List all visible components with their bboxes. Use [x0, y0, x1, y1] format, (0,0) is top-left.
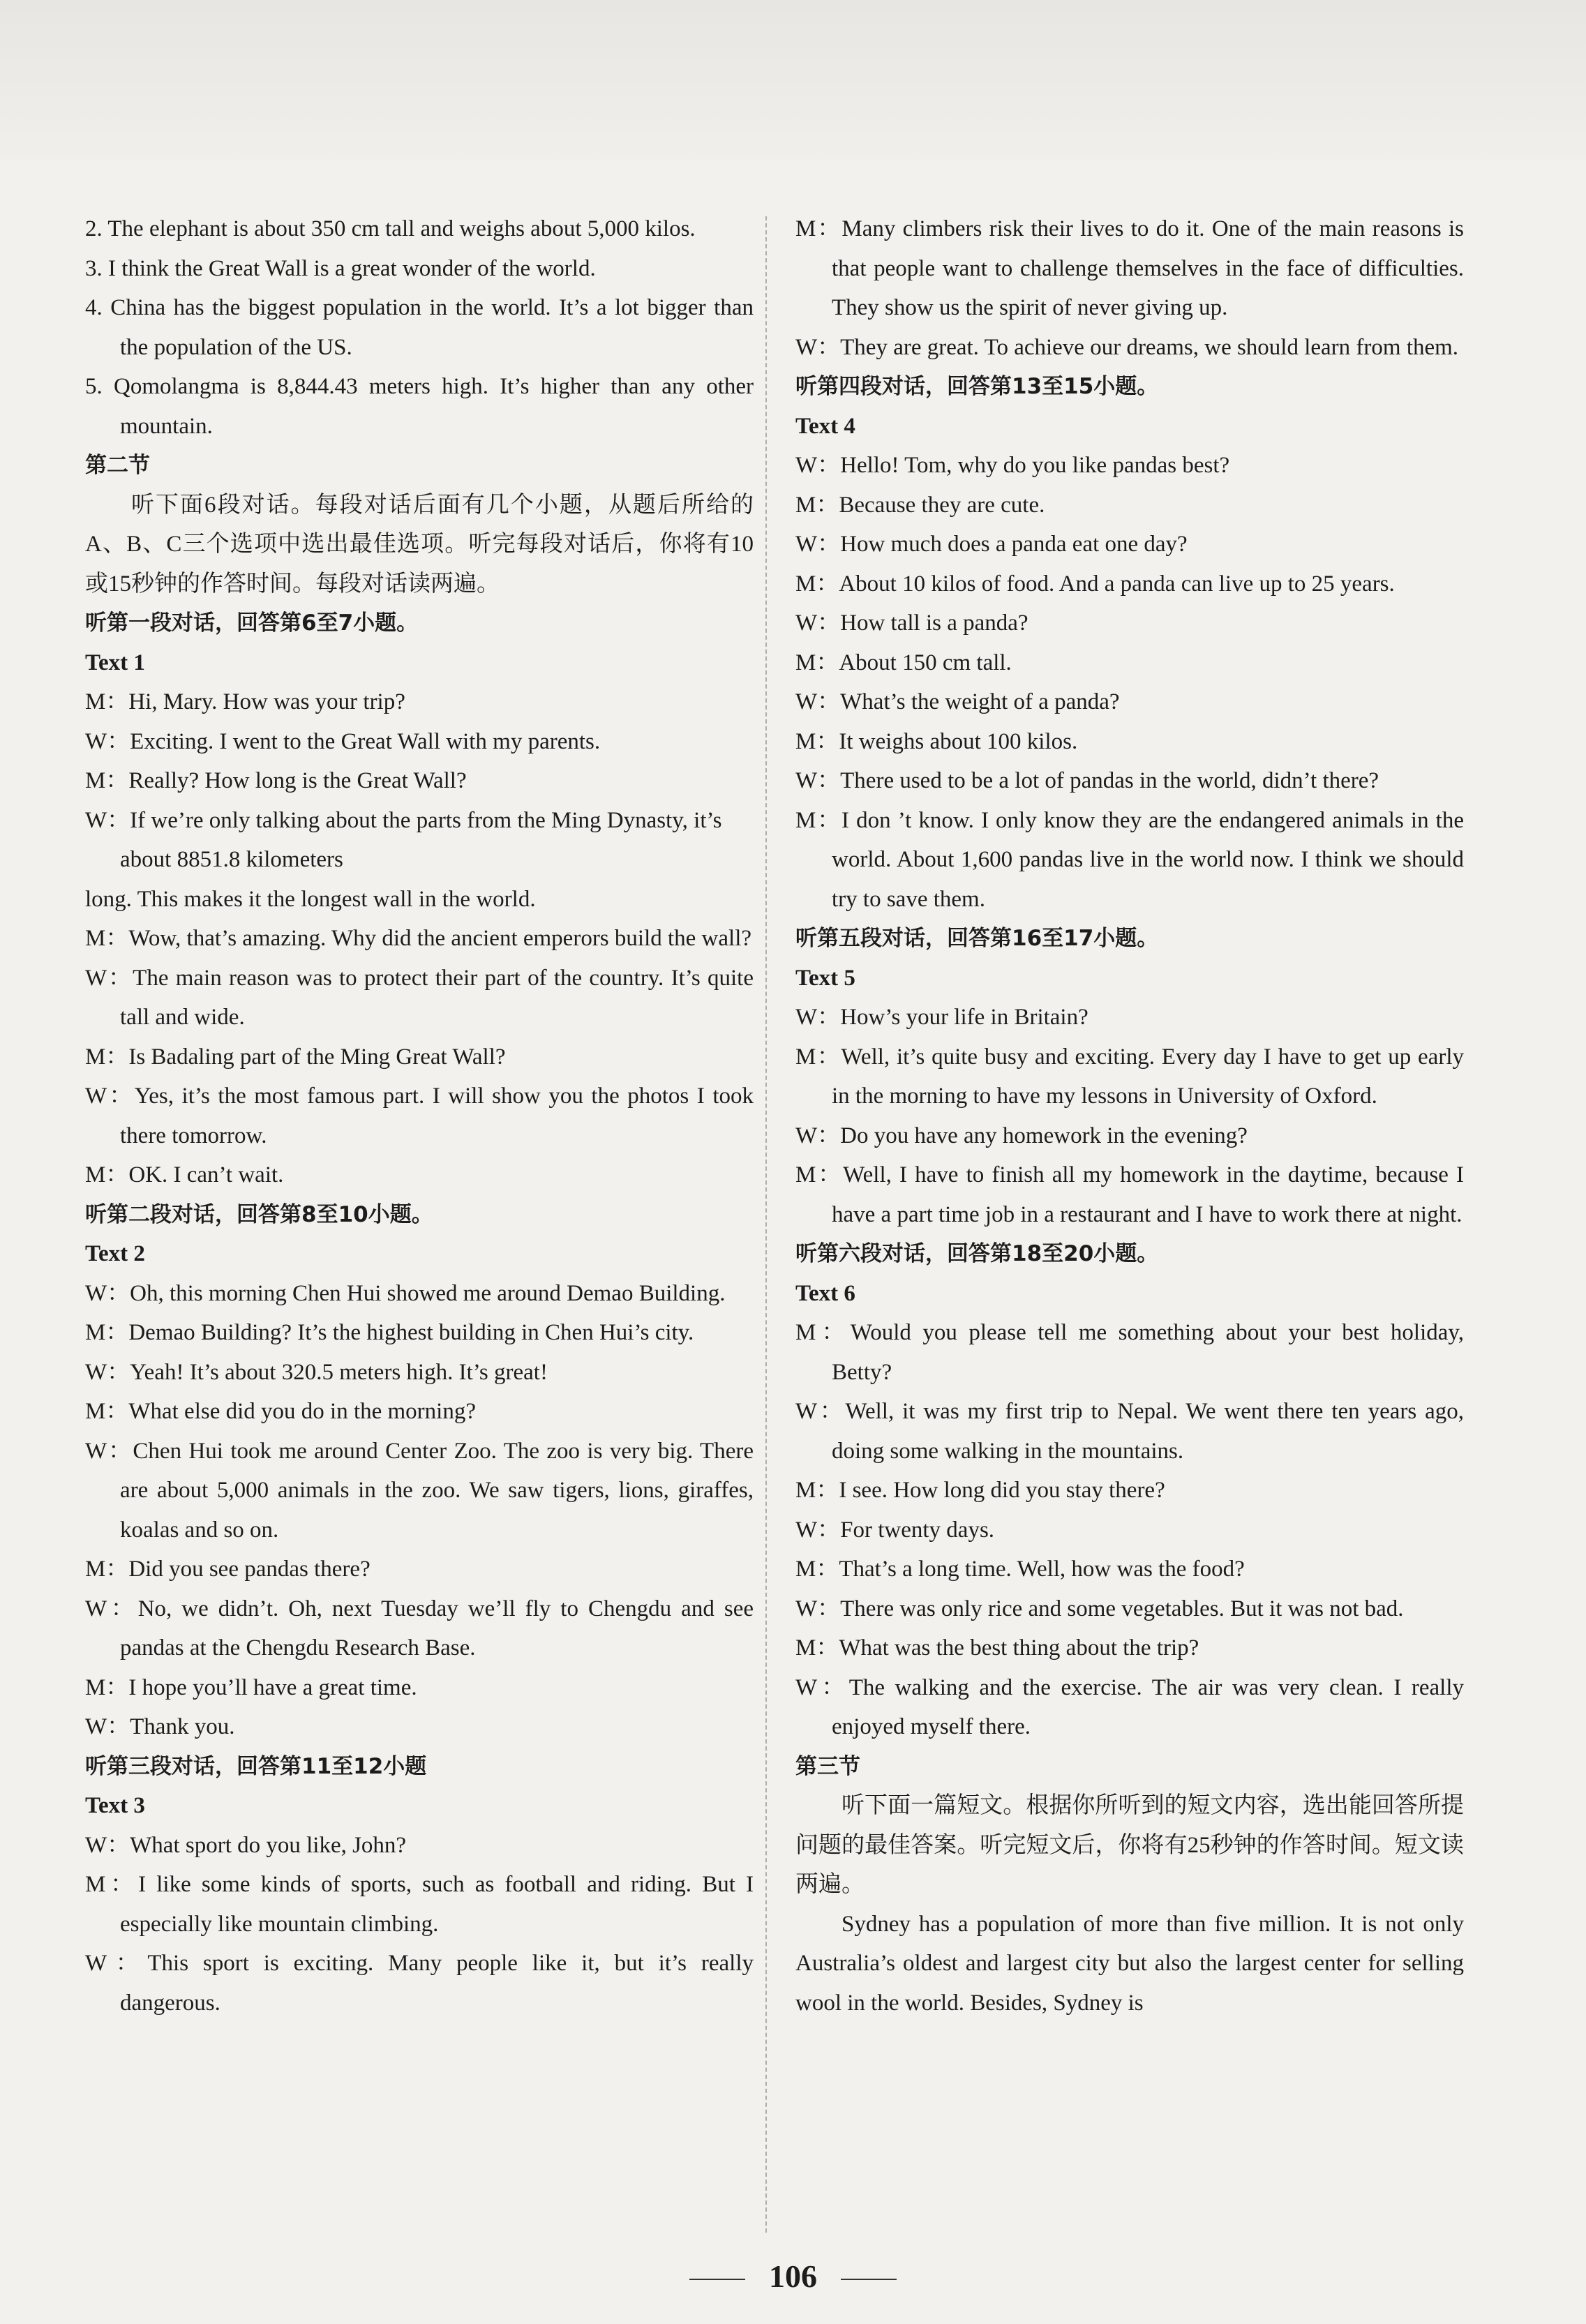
- dialogue-line: M：Well, it’s quite busy and exciting. Every day I have to get up early in the morning to have my lessons in University of Oxford.: [795, 1044, 1464, 1109]
- right-column: [795, 209, 1464, 2023]
- section-heading: 第二节: [85, 453, 150, 478]
- dialogue-line: W：Hello! Tom, why do you like pandas best?: [795, 453, 1230, 478]
- dialogue-line: W：The main reason was to protect their part of the country. It’s quite tall and wide.: [85, 965, 754, 1030]
- dialogue-line: W：How’s your life in Britain?: [795, 1005, 1088, 1030]
- text-label: Text 3: [85, 1793, 145, 1818]
- dialogue-line: M：Hi, Mary. How was your trip?: [85, 689, 405, 714]
- dialogue-line: W：Yes, it’s the most famous part. I will show you the photos I took there tomorrow.: [85, 1084, 754, 1148]
- dialogue-line: W：What sport do you like, John?: [85, 1832, 407, 1858]
- dialogue-line: W：What’s the weight of a panda?: [795, 689, 1120, 714]
- dialogue-line: W：This sport is exciting. Many people like it, but it’s really dangerous.: [85, 1951, 754, 2016]
- text-label: Text 6: [795, 1280, 855, 1306]
- section-heading: 听第一段对话，回答第6至7小题。: [85, 610, 419, 636]
- dialogue-line: M：Demao Building? It’s the highest building in Chen Hui’s city.: [85, 1320, 694, 1345]
- dialogue-line: M：I don ’t know. I only know they are the endangered animals in the world. About 1,600 pandas live in the world now. I think we should try to save them.: [795, 807, 1464, 912]
- text-label: Text 5: [795, 965, 855, 991]
- text-line: long. This makes it the longest wall in the world.: [85, 886, 536, 912]
- text-label: Text 1: [85, 650, 145, 675]
- dialogue-line: 2. The elephant is about 350 cm tall and weighs about 5,000 kilos.: [85, 216, 696, 241]
- dialogue-line: W：How tall is a panda?: [795, 610, 1028, 636]
- dialogue-line: M：Did you see pandas there?: [85, 1557, 371, 1582]
- page-number: 106: [769, 2258, 817, 2294]
- dialogue-line: W：Do you have any homework in the evening?: [795, 1123, 1248, 1148]
- paragraph: 听下面一篇短文。根据你所听到的短文内容，选出能回答所提问题的最佳答案。听完短文后，你将有25秒钟的作答时间。短文读两遍。: [795, 1793, 1464, 1897]
- page-top-shadow: [0, 0, 1586, 160]
- section-heading: 第三节: [795, 1753, 860, 1779]
- footer-dash-right: [841, 2279, 897, 2280]
- dialogue-line: M：Is Badaling part of the Ming Great Wall?: [85, 1044, 506, 1070]
- dialogue-line: M：About 10 kilos of food. And a panda can live up to 25 years.: [795, 571, 1395, 597]
- dialogue-line: 4. China has the biggest population in the world. It’s a lot bigger than the population of the US.: [85, 295, 754, 360]
- footer-dash-left: [689, 2279, 745, 2280]
- dialogue-line: M：I like some kinds of sports, such as football and riding. But I especially like mountain climbing.: [85, 1872, 754, 1937]
- dialogue-line: W：Thank you.: [85, 1714, 235, 1739]
- dialogue-line: W：They are great. To achieve our dreams, we should learn from them.: [795, 334, 1459, 360]
- dialogue-line: W：There used to be a lot of pandas in the world, didn’t there?: [795, 768, 1379, 793]
- dialogue-line: W：If we’re only talking about the parts from the Ming Dynasty, it’s about 8851.8 kilometers: [85, 807, 722, 872]
- dialogue-line: M：Because they are cute.: [795, 492, 1045, 518]
- dialogue-line: W：There was only rice and some vegetables. But it was not bad.: [795, 1596, 1404, 1621]
- dialogue-line: M：Many climbers risk their lives to do it. One of the main reasons is that people want to challenge themselves in the face of difficulties. They show us the spirit of never giving up.: [795, 216, 1464, 320]
- paragraph: 听下面6段对话。每段对话后面有几个小题，从题后所给的A、B、C三个选项中选出最佳选项。听完每段对话后，你将有10或15秒钟的作答时间。每段对话读两遍。: [85, 492, 754, 597]
- dialogue-line: M：It weighs about 100 kilos.: [795, 728, 1078, 754]
- dialogue-line: W：No, we didn’t. Oh, next Tuesday we’ll fly to Chengdu and see pandas at the Chengdu Research Base.: [85, 1596, 754, 1660]
- dialogue-line: M：Wow, that’s amazing. Why did the ancient emperors build the wall?: [85, 926, 752, 951]
- left-column: [85, 209, 754, 2023]
- text-label: Text 2: [85, 1241, 145, 1266]
- section-heading: 听第二段对话，回答第8至10小题。: [85, 1201, 433, 1227]
- dialogue-line: 5. Qomolangma is 8,844.43 meters high. It’s higher than any other mountain.: [85, 374, 754, 439]
- dialogue-line: W：The walking and the exercise. The air was very clean. I really enjoyed myself there.: [795, 1674, 1464, 1739]
- column-divider: [765, 216, 767, 2233]
- text-label: Text 4: [795, 413, 855, 439]
- dialogue-line: M：Well, I have to finish all my homework in the daytime, because I have a part time job in a restaurant and I have to work there at night.: [795, 1162, 1464, 1227]
- section-heading: 听第四段对话，回答第13至15小题。: [795, 374, 1159, 399]
- dialogue-line: M：OK. I can’t wait.: [85, 1162, 284, 1187]
- dialogue-line: W：Well, it was my first trip to Nepal. We went there ten years ago, doing some walking in the mountains.: [795, 1399, 1464, 1464]
- dialogue-line: 3. I think the Great Wall is a great wonder of the world.: [85, 255, 596, 281]
- dialogue-line: M：I see. How long did you stay there?: [795, 1478, 1165, 1503]
- section-heading: 听第三段对话，回答第11至12小题: [85, 1753, 427, 1779]
- dialogue-line: W：Chen Hui took me around Center Zoo. The zoo is very big. There are about 5,000 animals in the zoo. We saw tigers, lions, giraffes, koalas and so on.: [85, 1438, 754, 1543]
- dialogue-line: M：Really? How long is the Great Wall?: [85, 768, 467, 793]
- dialogue-line: M：What was the best thing about the trip?: [795, 1635, 1199, 1660]
- dialogue-line: M：What else did you do in the morning?: [85, 1399, 476, 1424]
- section-heading: 听第五段对话，回答第16至17小题。: [795, 926, 1159, 951]
- dialogue-line: W：How much does a panda eat one day?: [795, 532, 1188, 557]
- dialogue-line: W：Exciting. I went to the Great Wall with my parents.: [85, 728, 601, 754]
- page-footer: [0, 2258, 1586, 2295]
- dialogue-line: W：Oh, this morning Chen Hui showed me around Demao Building.: [85, 1280, 726, 1306]
- dialogue-line: W：For twenty days.: [795, 1517, 995, 1543]
- dialogue-line: M：That’s a long time. Well, how was the food?: [795, 1557, 1245, 1582]
- dialogue-line: W：Yeah! It’s about 320.5 meters high. It’s great!: [85, 1359, 548, 1385]
- dialogue-line: M：About 150 cm tall.: [795, 650, 1012, 675]
- section-heading: 听第六段对话，回答第18至20小题。: [795, 1241, 1159, 1266]
- paragraph: Sydney has a population of more than five million. It is not only Australia’s oldest and largest city but also the largest center for selling wool in the world. Besides, Sydney is: [795, 1911, 1464, 2016]
- dialogue-line: M：I hope you’ll have a great time.: [85, 1674, 417, 1700]
- dialogue-line: M：Would you please tell me something about your best holiday, Betty?: [795, 1320, 1464, 1385]
